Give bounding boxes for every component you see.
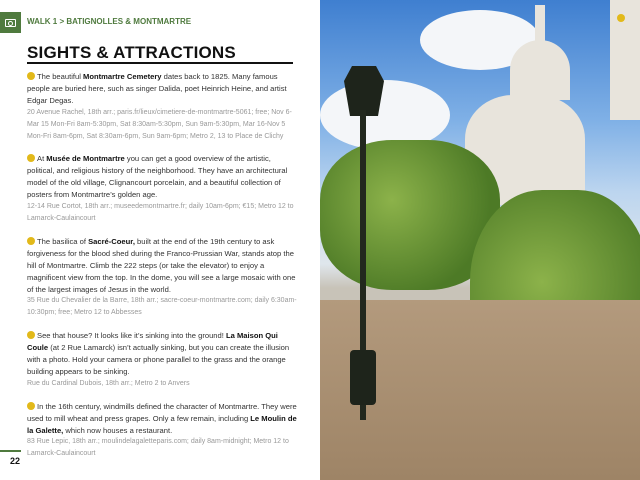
main-dome [510,40,570,100]
marker-icon [27,237,35,245]
street-lamp [344,66,384,116]
entry-text: dates back to 1825. Many famous people are buried here, such as singer Dalida, poet Heinrich Heine, and artist Edgar Degas. [27,72,287,105]
entry [27,330,297,390]
marker-icon [27,331,35,339]
entry [27,401,297,461]
entries [27,71,297,471]
section-tab [0,12,21,33]
entry-text: which now houses a restaurant. [63,425,173,435]
tower [610,0,640,120]
entry-info: 12-14 Rue Cortot, 18th arr.; museedemontmartre.fr; daily 10am-6pm; €15; Metro 12 to Lamarck-Caulaincourt [27,203,294,222]
page-number: 22 [10,456,21,466]
entry-info: 35 Rue du Chevalier de la Barre, 18th arr.; sacre-coeur-montmartre.com; daily 6:30am-10:30pm; free; Metro 12 to Abbesses [27,297,297,317]
entry-name: Musée de Montmartre [46,154,125,164]
marker-icon [617,14,625,22]
entry-text: you can get a good overview of the artistic, political, and religious history of the neighborhood. They have an architectural model of the old village, Clignancourt porcelain, and a beautiful collection of posters from Montmartre’s golden age. [27,154,288,200]
entry [27,153,297,224]
marker-icon [27,72,35,80]
entry-name: Montmartre Cemetery [83,72,162,81]
entry-text: The beautiful [37,72,84,81]
breadcrumb: WALK 1 > BATIGNOLLES & MONTMARTRE [27,17,192,26]
entry-info: 20 Avenue Rachel, 18th arr.; paris.fr/lieux/cimetiere-de-montmartre-5061; free; Nov 6-Mar 15 Mon-Fri 8am-5:30pm, Sat 8:30am-5:30pm, Sun 9am-5:30pm, Mar 16-Nov 5 Mon-Fri 8am-6pm, Sat 8:30am-6pm, Sun 9am-6pm; Metro 2, 13 to Place de Clichy [27,108,292,140]
entry-text: In the 16th century, windmills defined the character of Montmartre. They were used to mill wheat and press grapes. Only a few remain, including [27,401,297,423]
entry-text: built at the end of the 19th century to ask forgiveness for the blood shed during the Franco-Prussian War, stands atop the hill of Montmartre. Climb the 222 steps (or take the elevator) to enjoy a magnificent view from the top. In the dome, you will see a large mosaic with one of the largest images of Jesus in the world. [27,236,296,294]
entry-text: At [37,154,47,164]
entry-name: La Maison Qui Coule [27,331,278,353]
marker-icon [27,154,35,162]
entry [27,71,297,142]
entry-info: Rue du Cardinal Dubois, 18th arr.; Metro 2 to Anvers [27,379,190,387]
page-number-rule [0,450,21,452]
entry [27,236,297,319]
entry-name: Sacré-Coeur, [88,236,135,246]
entry-info: 83 Rue Lepic, 18th arr.; moulindelagaletteparis.com; daily 8am-midnight; Metro 12 to Lamarck-Caulaincourt [27,438,289,458]
lantern [535,5,545,45]
entry-text: The basilica of [37,236,89,246]
entry-text: See that house? It looks like it’s sinking into the ground! [37,331,226,341]
lamp-base [350,350,376,405]
entry-text: (at 2 Rue Lamarck) isn’t actually sinking, but you can create the illusion with a photo. Hold your camera or phone parallel to the grass and the orange building appears to be sinking. [27,343,290,376]
camera-icon [5,19,16,27]
marker-icon [27,402,35,410]
page-title: SIGHTS & ATTRACTIONS [27,43,236,62]
entry-name: Le Moulin de la Galette, [27,413,297,435]
title-rule [27,62,293,64]
